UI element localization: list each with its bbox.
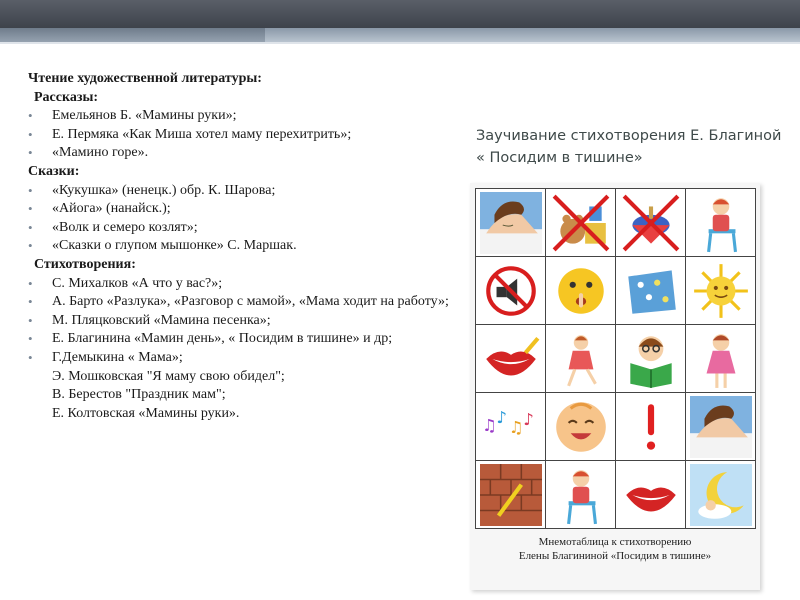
running-girl-icon [550,328,612,390]
blanket-icon [620,260,682,322]
mnemo-cell [686,393,756,461]
lips-icon [480,328,542,390]
smiling-baby-icon [550,396,612,458]
standing-girl-icon [690,328,752,390]
svg-text:♪: ♪ [496,407,507,427]
mnemo-cell [616,461,686,529]
stories-list [28,107,458,163]
list-item: • С. Михалков «А что у вас?»; [28,275,458,294]
mnemo-cell [616,325,686,393]
list-item: • «Кукушка» (ненецк.) обр. К. Шарова; [28,182,458,201]
list-item: • А. Барто «Разлука», «Разговор с мамой», «Мама ходит на работу»; [28,293,458,312]
girl-on-chair-icon [690,192,752,254]
title-bar [0,0,800,28]
mnemo-cell [476,257,546,325]
reading-list [28,70,458,423]
poems-list [28,275,458,368]
mnemo-cell [476,189,546,257]
list-item: • «Айога» (нанайск.); [28,200,458,219]
moon-sleep-icon [690,464,752,526]
list-item: • «Волк и семеро козлят»; [28,219,458,238]
poems-heading: Стихотворения: [34,256,136,272]
memorization-title: Заучивание стихотворения Е. Благиной « Посидим в тишине» [476,128,782,166]
mnemo-cell [686,257,756,325]
brick-wall-icon [480,464,542,526]
sun-icon [690,260,752,322]
caption-line: Мнемотаблица к стихотворению [538,536,692,548]
mnemo-cell [546,257,616,325]
mnemo-cell [686,325,756,393]
svg-text:♫: ♫ [481,415,497,435]
sleeping-mother-icon [690,396,752,458]
mnemo-cell [476,461,546,529]
crossed-toys-icon [550,192,612,254]
mnemo-cell [616,257,686,325]
mnemo-cell [476,393,546,461]
mnemo-cell [616,189,686,257]
list-item: • Емельянов Б. «Мамины руки»; [28,107,458,126]
svg-text:♪: ♪ [522,409,534,429]
list-item: • Е. Пермяка «Как Миша хотел маму перехитрить»; [28,126,458,145]
crossed-top-icon [620,192,682,254]
list-item: Е. Колтовская «Мамины руки». [52,405,240,421]
quiet-face-icon [550,260,612,322]
svg-text:♫: ♫ [508,417,524,437]
tales-list [28,182,458,256]
no-music-icon [480,260,542,322]
mnemo-cell [546,461,616,529]
title-divider [0,42,800,44]
exclamation-icon [620,396,682,458]
mnemo-cell [546,189,616,257]
list-item: Э. Мошковская "Я маму свою обидел"; [52,368,285,384]
list-item: • М. Пляцковский «Мамина песенка»; [28,312,458,331]
mnemo-cell [546,393,616,461]
list-item: • Г.Демыкина « Мама»; [28,349,458,368]
list-item: В. Берестов "Праздник мам"; [52,387,226,403]
mnemonic-table [470,183,760,590]
title-stripe-dark [0,28,265,42]
reading-girl-icon [620,328,682,390]
mnemo-cell [686,461,756,529]
sleeping-mother-icon [480,192,542,254]
list-item: • «Сказки о глупом мышонке» С. Маршак. [28,237,458,256]
list-item: • Е. Благинина «Мамин день», « Посидим в тишине» и др; [28,330,458,349]
caption-line: Елены Благининой «Посидим в тишине» [518,550,712,562]
mnemo-cell [546,325,616,393]
stories-heading: Рассказы: [34,89,99,105]
list-item: • «Мамино горе». [28,144,458,163]
mnemo-cell [616,393,686,461]
music-notes-icon [480,396,542,458]
mnemonic-caption [470,535,760,563]
mnemonic-grid [475,188,756,529]
mnemo-cell [476,325,546,393]
lips-icon [620,464,682,526]
tales-heading: Сказки: [28,163,80,179]
reading-heading: Чтение художественной литературы: [28,71,262,86]
girl-on-chair-icon [550,464,612,526]
mnemo-cell [686,189,756,257]
